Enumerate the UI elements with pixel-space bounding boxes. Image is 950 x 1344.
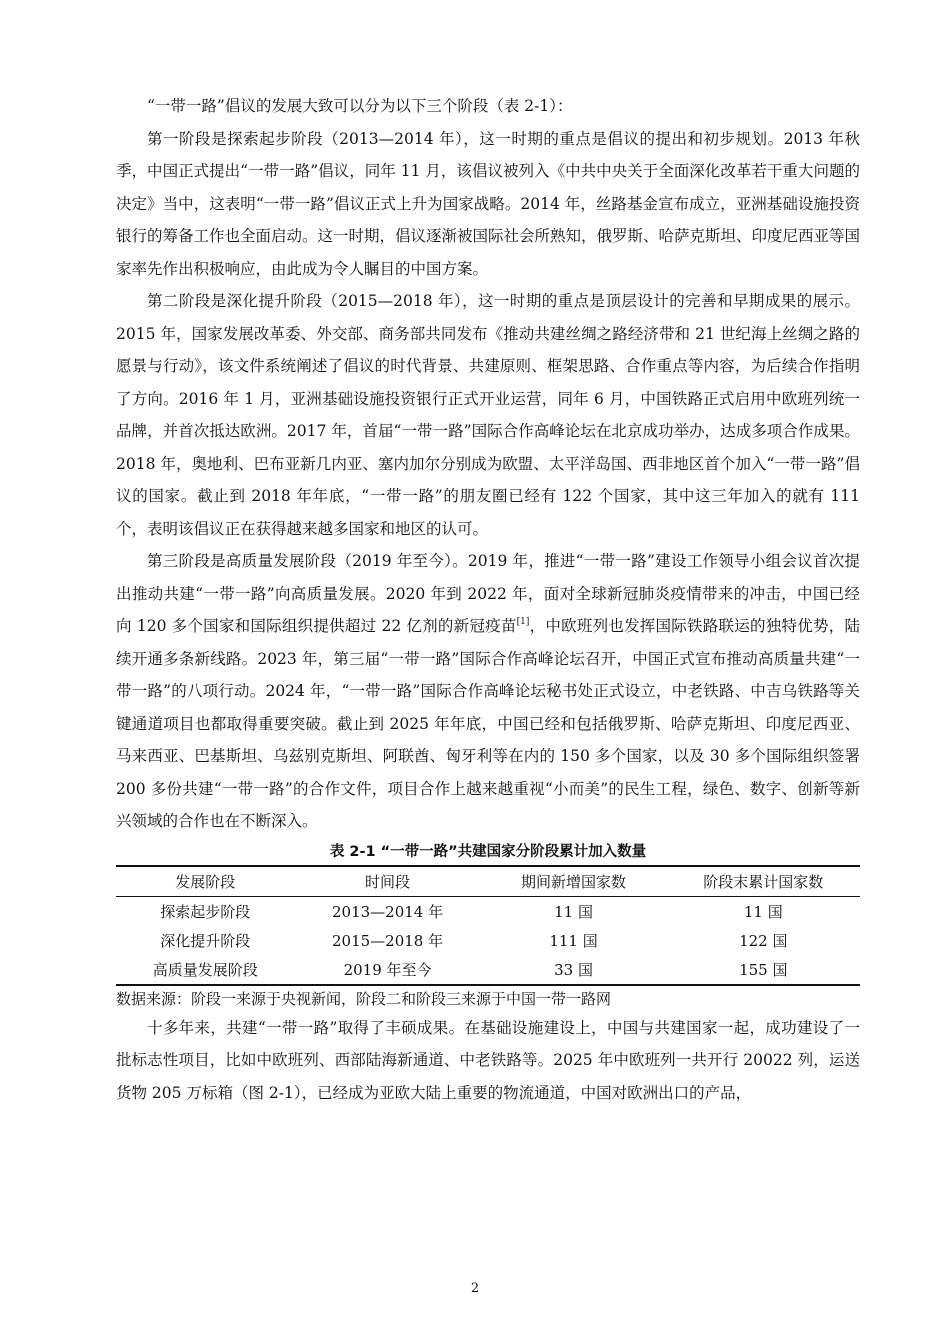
cell-period: 2013—2014 年 (331, 902, 444, 921)
table-row (116, 926, 860, 955)
cell-cumulative-countries: 122 国 (739, 931, 788, 950)
page-number: 2 (470, 1281, 480, 1296)
cell-stage: 探索起步阶段 (160, 902, 251, 921)
cell-cumulative-countries: 11 国 (743, 902, 783, 921)
header-period: 时间段 (295, 866, 481, 897)
stage-one-paragraph: 第一阶段是探索起步阶段（2013—2014 年），这一时期的重点是倡议的提出和初步规划。2013 年秋季，中国正式提出“一带一路”倡议，同年 11 月，该倡议被列入《中共中央关于全面深化改革若干重大问题的决定》当中，这表明“一带一路”倡议正式上升为国家战略。2014 年，丝路基金宣布成立，亚洲基础设施投资银行的筹备工作也全面启动。这一时期，倡议逐渐被国际社会所熟知，俄罗斯、哈萨克斯坦、印度尼西亚等国家率先作出积极响应，由此成为令人瞩目的中国方案。 (116, 129, 861, 278)
header-new-countries: 期间新增国家数 (481, 866, 667, 897)
cell-new-countries: 111 国 (549, 931, 598, 950)
achievements-paragraph: 十多年来，共建“一带一路”取得了丰硕成果。在基础设施建设上，中国与共建国家一起，成功建设了一批标志性项目，比如中欧班列、西部陆海新通道、中老铁路等。2025 年中欧班列一共开行 20022 列，运送货物 205 万标箱（图 2-1），已经成为亚欧大陆上重要的物流通道，中国对欧洲出口的产品， (116, 1018, 860, 1102)
cell-period: 2015—2018 年 (331, 931, 444, 950)
page-body (116, 90, 860, 1109)
cell-new-countries: 33 国 (481, 955, 667, 985)
header-cumulative-countries: 阶段末累计国家数 (667, 866, 860, 897)
stage-three-text-part-1: 第三阶段是高质量发展阶段（2019 年至今）。2019 年，推进“一带一路”建设工作领导小组会议首次提出推动共建“一带一路”向高质量发展。2020 年到 2022 年，面对全球新冠肺炎疫情带来的冲击，中国已经向 120 多个国家和国际组织提供超过 22 亿剂的新冠疫苗 (116, 552, 860, 635)
stage-three-text-part-2: ，中欧班列也发挥国际铁路联运的独特优势，陆续开通多条新线路。2023 年，第三届“一带一路”国际合作高峰论坛召开，中国正式宣布推动高质量共建“一带一路”的八项行动。2024 年，“一带一路”国际合作高峰论坛秘书处正式设立，中老铁路、中吉乌铁路等关键通道项目也都取得重要突破。截止到 2025 年年底，中国已经和包括俄罗斯、哈萨克斯坦、印度尼西亚、马来西亚、巴基斯坦、乌兹别克斯坦、阿联酋、匈牙利等在内的 150 多个国家，以及 30 多个国际组织签署 200 多份共建“一带一路”的合作文件，项目合作上越来越重视“小而美”的民生工程，绿色、数字、创新等新兴领域的合作也在不断深入。 (116, 617, 860, 830)
header-stage: 发展阶段 (116, 866, 295, 897)
stage-two-paragraph: 第二阶段是深化提升阶段（2015—2018 年），这一时期的重点是顶层设计的完善和早期成果的展示。2015 年，国家发展改革委、外交部、商务部共同发布《推动共建丝绸之路经济带和 21 世纪海上丝绸之路的愿景与行动》，该文件系统阐述了倡议的时代背景、共建原则、框架思路、合作重点等内容，为后续合作指明了方向。2016 年 1 月，亚洲基础设施投资银行正式开业运营，同年 6 月，中国铁路正式启用中欧班列统一品牌，并首次抵达欧洲。2017 年，首届“一带一路”国际合作高峰论坛在北京成功举办，达成多项合作成果。2018 年，奥地利、巴布亚新几内亚、塞内加尔分别成为欧盟、太平洋岛国、西非地区首个加入“一带一路”倡议的国家。截止到 2018 年年底，“一带一路”的朋友圈已经有 122 个国家，其中这三年加入的就有 111 个，表明该倡议正在获得越来越多国家和地区的认可。 (116, 292, 860, 538)
cell-stage: 高质量发展阶段 (116, 955, 295, 985)
table-header-row (116, 866, 860, 897)
stage-statistics-table (116, 865, 860, 986)
table-row (116, 896, 860, 926)
table-row (116, 955, 860, 985)
cell-cumulative-countries: 155 国 (667, 955, 860, 985)
cell-stage: 深化提升阶段 (160, 931, 251, 950)
cell-period: 2019 年至今 (295, 955, 481, 985)
table-source-note: 数据来源：阶段一来源于央视新闻，阶段二和阶段三来源于中国一带一路网 (116, 989, 612, 1008)
intro-paragraph: “一带一路”倡议的发展大致可以分为以下三个阶段（表 2-1）： (147, 97, 573, 115)
footnote-reference[interactable]: [1] (516, 617, 530, 627)
table-title: 表 2-1 “一带一路”共建国家分阶段累计加入数量 (329, 843, 647, 860)
cell-new-countries: 11 国 (554, 902, 593, 921)
stage-three-paragraph (116, 545, 860, 838)
